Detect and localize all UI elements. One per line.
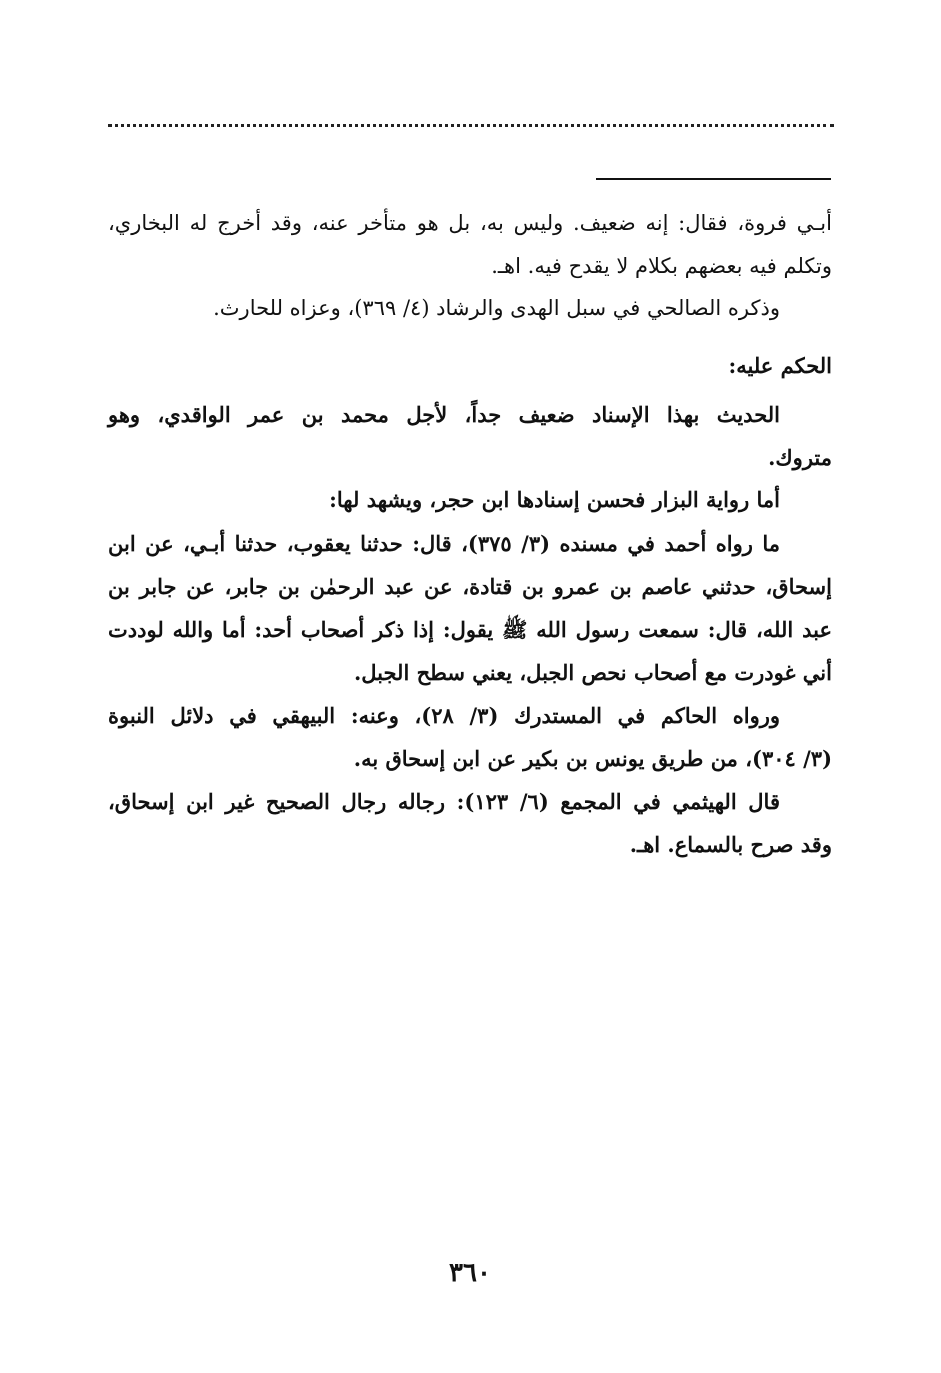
body-line-4: ما رواه أحمد في مسنده (٣/ ٣٧٥)، قال: حدثنا يعقوب، حدثنا أبـي، عن ابن bbox=[108, 531, 781, 556]
body-line-5: إسحاق، حدثني عاصم بن عمرو بن قتادة، عن عبد الرحمٰن بن جابر، عن جابر بن bbox=[108, 574, 832, 599]
footnote-line-2: وتكلم فيه بعضهم بكلام لا يقدح فيه. اهـ. bbox=[491, 254, 832, 278]
dotted-separator bbox=[108, 124, 834, 141]
section-heading: الحكم عليه: bbox=[728, 353, 832, 378]
body-line-9: (٣/ ٣٠٤)، من طريق يونس بن بكير عن ابن إسحاق به. bbox=[353, 746, 832, 771]
body-line-1: الحديث بهذا الإسناد ضعيف جداً، لأجل محمد بن عمر الواقدي، وهو bbox=[108, 402, 780, 427]
footnote-rule bbox=[596, 178, 831, 180]
footnote-line-1: أبـي فروة، فقال: إنه ضعيف. وليس به، بل هو متأخر عنه، وقد أخرج له البخاري، bbox=[108, 211, 832, 235]
body-line-3: أما رواية البزار فحسن إسنادها ابن حجر، ويشهد لها: bbox=[329, 487, 780, 512]
page-number: ٣٦٠ bbox=[449, 1258, 491, 1288]
body-line-8: ورواه الحاكم في المستدرك (٣/ ٢٨)، وعنه: البيهقي في دلائل النبوة bbox=[108, 703, 781, 728]
body-line-7: أني غودرت مع أصحاب نحص الجبل، يعني سطح الجبل. bbox=[353, 660, 832, 685]
body-line-10: قال الهيثمي في المجمع (٦/ ١٢٣): رجاله رجال الصحيح غير ابن إسحاق، bbox=[108, 789, 780, 814]
body-line-11: وقد صرح بالسماع. اهـ. bbox=[629, 832, 832, 857]
body-line-6: عبد الله، قال: سمعت رسول الله ﷺ يقول: إذا ذكر أصحاب أحد: أما والله لوددت bbox=[108, 617, 832, 642]
body-line-2: متروك. bbox=[768, 445, 832, 470]
footnote-line-3: وذكره الصالحي في سبل الهدى والرشاد (٤/ ٣٦٩)، وعزاه للحارث. bbox=[213, 296, 780, 320]
